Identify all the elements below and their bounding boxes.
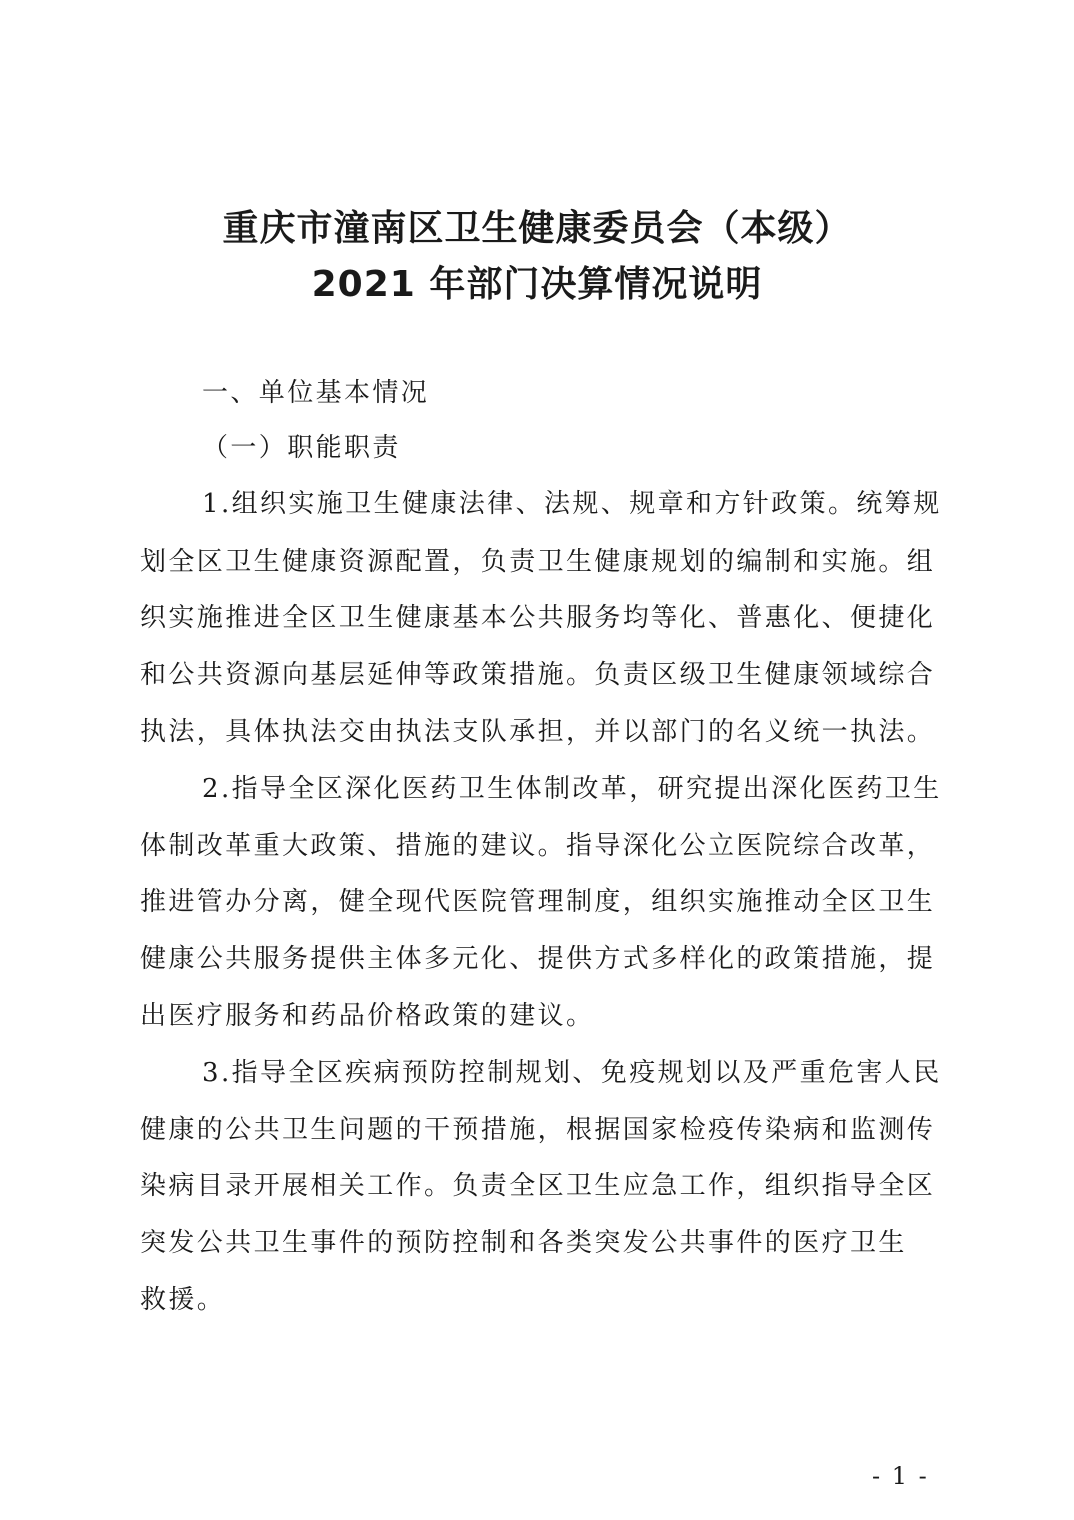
paragraph-3-line-2: 健康的公共卫生问题的干预措施，根据国家检疫传染病和监测传 bbox=[140, 1115, 936, 1145]
paragraph-1-line-5: 执法，具体执法交由执法支队承担，并以部门的名义统一执法。 bbox=[140, 717, 936, 747]
paragraph-3-line-5: 救援。 bbox=[140, 1285, 226, 1315]
paragraph-1-line-4: 和公共资源向基层延伸等政策措施。负责区级卫生健康领域综合 bbox=[140, 660, 936, 690]
paragraph-3-line-1: 3.指导全区疾病预防控制规划、免疫规划以及严重危害人民 bbox=[202, 1058, 942, 1088]
paragraph-2-line-2: 体制改革重大政策、措施的建议。指导深化公立医院综合改革， bbox=[140, 831, 936, 861]
document-title-line-1: 重庆市潼南区卫生健康委员会（本级） bbox=[222, 208, 852, 249]
section-heading: 一、单位基本情况 bbox=[202, 378, 430, 408]
paragraph-2-line-4: 健康公共服务提供主体多元化、提供方式多样化的政策措施，提 bbox=[140, 944, 936, 974]
page-number: - 1 - bbox=[872, 1462, 929, 1490]
paragraph-3-line-3: 染病目录开展相关工作。负责全区卫生应急工作，组织指导全区 bbox=[140, 1171, 936, 1201]
paragraph-1-line-2: 划全区卫生健康资源配置，负责卫生健康规划的编制和实施。组 bbox=[140, 547, 936, 577]
paragraph-1-line-1: 1.组织实施卫生健康法律、法规、规章和方针政策。统筹规 bbox=[202, 489, 942, 519]
paragraph-2-line-3: 推进管办分离，健全现代医院管理制度，组织实施推动全区卫生 bbox=[140, 887, 936, 917]
paragraph-3-line-4: 突发公共卫生事件的预防控制和各类突发公共事件的医疗卫生 bbox=[140, 1228, 907, 1258]
paragraph-2-line-1: 2.指导全区深化医药卫生体制改革，研究提出深化医药卫生 bbox=[202, 774, 942, 804]
paragraph-2-line-5: 出医疗服务和药品价格政策的建议。 bbox=[140, 1001, 595, 1031]
document-title-line-2: 2021 年部门决算情况说明 bbox=[311, 264, 763, 305]
paragraph-1-line-3: 织实施推进全区卫生健康基本公共服务均等化、普惠化、便捷化 bbox=[140, 603, 936, 633]
subsection-heading: （一）职能职责 bbox=[202, 433, 401, 463]
